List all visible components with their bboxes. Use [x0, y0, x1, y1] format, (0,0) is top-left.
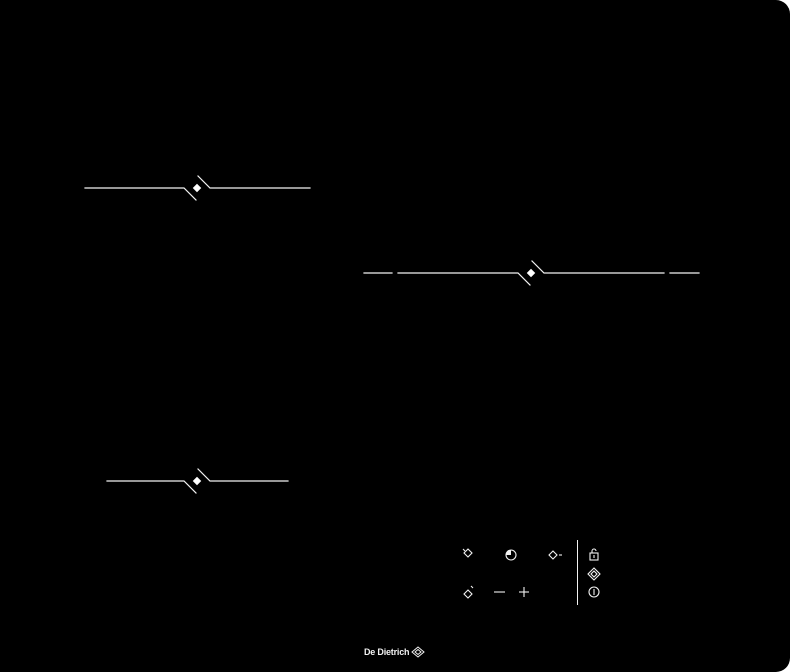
zone-select-button[interactable] — [458, 545, 478, 565]
timer-button[interactable] — [501, 545, 521, 565]
brand-diamond-button[interactable] — [584, 564, 604, 584]
zone-select-alt-button[interactable] — [458, 582, 478, 602]
minus-button[interactable] — [489, 582, 509, 602]
minus-icon — [492, 585, 506, 599]
power-button[interactable] — [584, 582, 604, 602]
lock-icon — [587, 548, 601, 562]
power-icon — [587, 585, 601, 599]
zone-marker-right-large — [362, 257, 702, 289]
plus-icon — [517, 585, 531, 599]
timer-icon — [504, 548, 518, 562]
zone-marker-bottom-left — [106, 465, 290, 497]
brand-logo — [364, 645, 425, 659]
brand-diamond-icon — [587, 567, 601, 581]
zone-select-icon — [461, 548, 475, 562]
zone-select-alt-icon — [461, 585, 475, 599]
zone-bridge-icon — [546, 548, 564, 562]
lock-button[interactable] — [584, 545, 604, 565]
brand-name: De Dietrich — [364, 647, 410, 657]
plus-button[interactable] — [514, 582, 534, 602]
control-divider — [577, 540, 578, 605]
diamond-logo-icon — [411, 646, 425, 658]
zone-bridge-button[interactable] — [545, 545, 565, 565]
zone-marker-top-left — [84, 172, 312, 204]
